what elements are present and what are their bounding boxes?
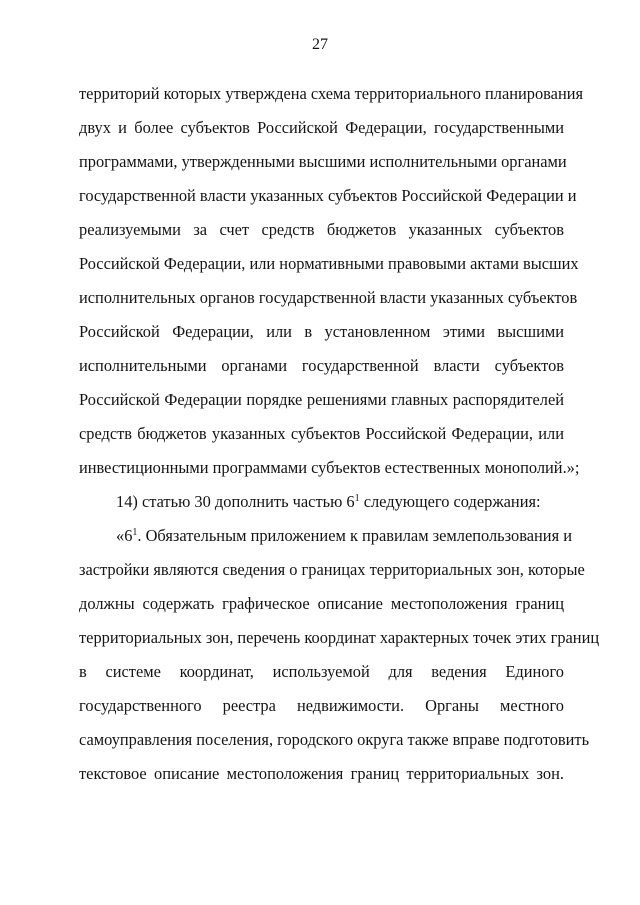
text-line: инвестиционными программами субъектов естественных монополий.»; [79,458,580,477]
text-line: государственного реестра недвижимости. Органы местного [79,696,564,715]
text-line: территориальных зон, перечень координат характерных точек этих границ [79,628,600,647]
text-line: исполнительных органов государственной власти указанных субъектов [79,288,578,307]
text-line: в системе координат, используемой для ведения Единого [79,662,564,681]
text-line: Российской Федерации, или нормативными правовыми актами высших [79,254,579,273]
amendment-item-14 [79,485,564,519]
text-line: застройки являются сведения о границах территориальных зон, которые [79,560,585,579]
superscript: 1 [132,527,138,538]
text-line: двух и более субъектов Российской Федерации, государственными [79,118,564,137]
text-line: исполнительными органами государственной власти субъектов [79,356,564,375]
superscript: 1 [354,493,360,504]
text-line: программами, утвержденными высшими исполнительными органами [79,152,567,171]
text-line: самоуправления поселения, городского округа также вправе подготовить [79,730,590,749]
text-line: территорий которых утверждена схема территориального планирования [79,84,584,103]
text-line: средств бюджетов указанных субъектов Российской Федерации, или [79,424,564,443]
amendment-text-before: 14) статью 30 дополнить частью 6 [116,492,355,511]
page-number: 27 [312,36,328,53]
text-line: реализуемыми за счет средств бюджетов указанных субъектов [79,220,564,239]
quoted-text-after: . Обязательным приложением к правилам землепользования и [137,526,572,545]
text-line: текстовое описание местоположения границ территориальных зон. [79,764,564,783]
quoted-part-first-line [79,519,572,553]
amendment-text-after: следующего содержания: [359,492,541,511]
text-line: Российской Федерации, или в установленном этими высшими [79,322,564,341]
body-text [79,77,600,791]
text-line: государственной власти указанных субъектов Российской Федерации и [79,186,577,205]
text-line: должны содержать графическое описание местоположения границ [79,594,564,613]
text-line: Российской Федерации порядке решениями главных распорядителей [79,390,564,409]
quoted-text-before: «6 [116,526,133,545]
